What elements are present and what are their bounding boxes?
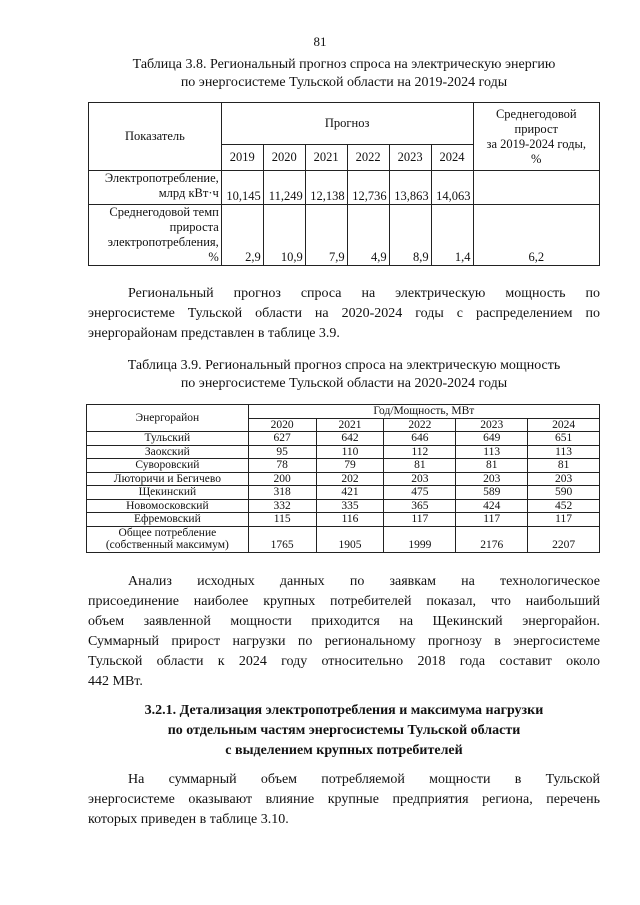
growth-cell: 6,2 xyxy=(473,205,599,266)
value-cell: 81 xyxy=(456,459,528,473)
header-growth-line: прирост xyxy=(514,121,558,136)
year-cell: 2020 xyxy=(248,418,316,432)
total-label-line: Общее потребление xyxy=(118,526,217,539)
paragraph-line: энергорайонам представлен в таблице 3.9. xyxy=(88,326,340,341)
table-row xyxy=(87,432,600,446)
value-cell: 200 xyxy=(248,472,316,486)
total-label-line: (собственный максимум) xyxy=(105,539,229,551)
value-cell: 117 xyxy=(456,513,528,527)
paragraph-line: энергосистеме Тульской области на 2020-2024 годы с распределением по xyxy=(88,306,600,321)
table-row xyxy=(87,486,600,500)
year-cell: 2019 xyxy=(221,145,263,171)
heading-line: по отдельным частям энергосистемы Тульской области xyxy=(167,723,521,738)
section-heading xyxy=(88,701,600,761)
value-cell: 14,063 xyxy=(431,171,473,205)
value-cell: 1999 xyxy=(384,526,456,552)
total-label xyxy=(87,526,249,552)
value-cell: 318 xyxy=(248,486,316,500)
row-label-line: электропотребления, xyxy=(107,235,219,249)
table-row xyxy=(87,513,600,527)
caption-line: по энергосистеме Тульской области на 2019-2024 годы xyxy=(180,75,508,90)
value-cell: 203 xyxy=(456,472,528,486)
region-name: Щекинский xyxy=(87,486,249,500)
header-indicator: Показатель xyxy=(89,103,222,171)
year-cell: 2021 xyxy=(305,145,347,171)
value-cell: 12,138 xyxy=(305,171,347,205)
region-name: Тульский xyxy=(87,432,249,446)
paragraph-line: Тульской области к 2024 году относительно 2018 года составит около xyxy=(88,654,600,669)
value-cell: 117 xyxy=(528,513,600,527)
paragraph-line: Региональный прогноз спроса на электрическую мощность по xyxy=(128,286,600,301)
value-cell: 1765 xyxy=(248,526,316,552)
value-cell: 421 xyxy=(316,486,384,500)
table-row-total xyxy=(87,526,600,552)
value-cell: 116 xyxy=(316,513,384,527)
table-row xyxy=(87,445,600,459)
paragraph-line: Анализ исходных данных по заявкам на технологическое xyxy=(128,574,600,589)
value-cell: 203 xyxy=(528,472,600,486)
value-cell: 8,9 xyxy=(389,205,431,266)
value-cell: 2176 xyxy=(456,526,528,552)
table-row xyxy=(89,171,600,205)
value-cell: 589 xyxy=(456,486,528,500)
value-cell: 646 xyxy=(384,432,456,446)
value-cell: 95 xyxy=(248,445,316,459)
paragraph-line: которых приведен в таблице 3.10. xyxy=(88,812,289,827)
row-label xyxy=(89,171,222,205)
page-number: 81 xyxy=(313,34,327,49)
value-cell: 113 xyxy=(456,445,528,459)
paragraph-line: присоединение наиболее крупных потребителей показал, что наибольший xyxy=(88,594,600,609)
table-row xyxy=(89,205,600,266)
row-label-line: % xyxy=(208,250,219,264)
value-cell: 7,9 xyxy=(305,205,347,266)
header-growth xyxy=(473,103,599,171)
header-year-power: Год/Мощность, МВт xyxy=(248,405,599,419)
region-name: Новомосковский xyxy=(87,499,249,513)
region-name: Люторичи и Бегичево xyxy=(87,472,249,486)
region-name: Суворовский xyxy=(87,459,249,473)
value-cell: 1,4 xyxy=(431,205,473,266)
value-cell: 475 xyxy=(384,486,456,500)
value-cell: 79 xyxy=(316,459,384,473)
value-cell: 12,736 xyxy=(347,171,389,205)
region-name: Ефремовский xyxy=(87,513,249,527)
row-label-line: Среднегодовой темп xyxy=(109,205,219,219)
value-cell: 2207 xyxy=(528,526,600,552)
header-growth-line: за 2019-2024 годы, xyxy=(486,136,586,151)
caption-line: по энергосистеме Тульской области на 2020-2024 годы xyxy=(180,376,508,391)
value-cell: 452 xyxy=(528,499,600,513)
paragraph-analysis xyxy=(88,572,600,692)
value-cell: 10,9 xyxy=(263,205,305,266)
header-growth-line: % xyxy=(531,151,542,166)
year-cell: 2024 xyxy=(528,418,600,432)
value-cell: 117 xyxy=(384,513,456,527)
paragraph-line: энергосистеме оказывают влияние крупные предприятия региона, перечень xyxy=(88,792,600,807)
paragraph-line: Суммарный прирост нагрузки по региональному прогнозу в энергосистеме xyxy=(88,634,600,649)
value-cell: 203 xyxy=(384,472,456,486)
heading-line: с выделением крупных потребителей xyxy=(225,743,463,758)
value-cell: 115 xyxy=(248,513,316,527)
value-cell: 11,249 xyxy=(263,171,305,205)
value-cell: 78 xyxy=(248,459,316,473)
year-cell: 2021 xyxy=(316,418,384,432)
table-3-8-caption xyxy=(88,56,600,92)
value-cell: 651 xyxy=(528,432,600,446)
year-cell: 2022 xyxy=(384,418,456,432)
value-cell: 4,9 xyxy=(347,205,389,266)
value-cell: 1905 xyxy=(316,526,384,552)
value-cell: 627 xyxy=(248,432,316,446)
region-name: Заокский xyxy=(87,445,249,459)
year-cell: 2023 xyxy=(389,145,431,171)
value-cell: 332 xyxy=(248,499,316,513)
header-forecast: Прогноз xyxy=(221,103,473,145)
paragraph-enterprises xyxy=(88,770,600,830)
table-row xyxy=(87,499,600,513)
value-cell: 590 xyxy=(528,486,600,500)
value-cell: 81 xyxy=(528,459,600,473)
header-region: Энергорайон xyxy=(87,405,249,432)
value-cell: 10,145 xyxy=(221,171,263,205)
value-cell: 335 xyxy=(316,499,384,513)
year-cell: 2020 xyxy=(263,145,305,171)
year-cell: 2023 xyxy=(456,418,528,432)
value-cell: 202 xyxy=(316,472,384,486)
value-cell: 110 xyxy=(316,445,384,459)
table-3-9 xyxy=(86,404,600,553)
value-cell: 649 xyxy=(456,432,528,446)
row-label xyxy=(89,205,222,266)
paragraph-power-forecast xyxy=(88,284,600,344)
table-row xyxy=(87,472,600,486)
paragraph-line: объем заявленной мощности приходится на Щекинский энергорайон. xyxy=(88,614,600,629)
table-row xyxy=(87,459,600,473)
growth-cell xyxy=(473,171,599,205)
header-growth-line: Среднегодовой xyxy=(495,106,577,121)
table-3-8 xyxy=(88,102,600,266)
value-cell: 424 xyxy=(456,499,528,513)
value-cell: 81 xyxy=(384,459,456,473)
row-label-line: прироста xyxy=(169,220,219,234)
caption-line: Таблица 3.8. Региональный прогноз спроса на электрическую энергию xyxy=(132,57,556,72)
value-cell: 365 xyxy=(384,499,456,513)
value-cell: 2,9 xyxy=(221,205,263,266)
row-label-line: Электропотребление, xyxy=(104,171,219,185)
year-cell: 2022 xyxy=(347,145,389,171)
paragraph-line: 442 МВт. xyxy=(88,674,143,689)
table-3-9-caption xyxy=(88,357,600,393)
value-cell: 13,863 xyxy=(389,171,431,205)
year-cell: 2024 xyxy=(431,145,473,171)
row-label-line: млрд кВт·ч xyxy=(158,186,219,200)
caption-line: Таблица 3.9. Региональный прогноз спроса на электрическую мощность xyxy=(127,358,561,373)
value-cell: 113 xyxy=(528,445,600,459)
heading-line: 3.2.1. Детализация электропотребления и максимума нагрузки xyxy=(144,703,544,718)
paragraph-line: На суммарный объем потребляемой мощности в Тульской xyxy=(128,772,600,787)
value-cell: 112 xyxy=(384,445,456,459)
value-cell: 642 xyxy=(316,432,384,446)
